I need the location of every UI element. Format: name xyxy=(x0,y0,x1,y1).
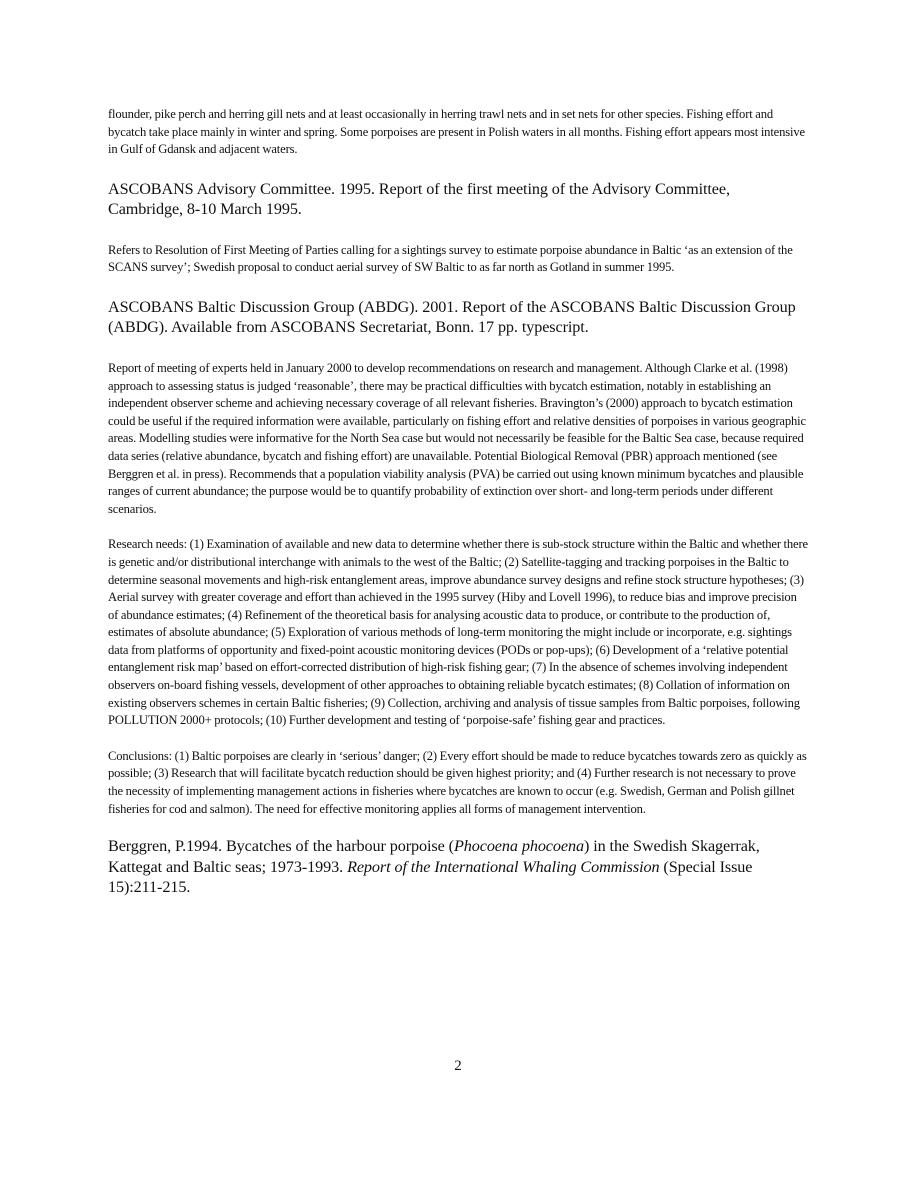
citation-tail: (Special Issue 15):211-215. xyxy=(108,857,753,897)
journal-title: Report of the International Whaling Commission xyxy=(347,857,660,876)
research-needs-paragraph: Research needs: (1) Examination of available and new data to determine whether there is sub-stock structure within the Baltic and whether there is genetic and/or distributional interchange with animals to the west of the Baltic; (2) Satellite-tagging and tracking porpoises in the Baltic to determine seasonal movements and high-risk entanglement areas, improve abundance survey designs and refine stock structure hypotheses; (3) Aerial survey with greater coverage and effort than achieved in the 1995 survey (Hiby and Lovell 1996), to reduce bias and improve precision of abundance estimates; (4) Refinement of the theoretical basis for analysing acoustic data to produce, or contribute to the production of, estimates of absolute abundance; (5) Exploration of various methods of long-term monitoring the might include or incorporate, e.g. sightings data from platforms of opportunity and fixed-point acoustic monitoring devices (PODs or pop-ups); (6) Development of a ‘relative potential entanglement risk map’ based on effort-corrected distribution of high-risk fishing gear; (7) In the absence of schemes involving independent observers on-board fishing vessels, development of other approaches to obtaining reliable bycatch estimates; (8) Collation of information on existing observers schemes in certain Baltic fisheries; (9) Collection, archiving and analysis of tissue samples from Baltic porpoises, following POLLUTION 2000+ protocols; (10) Further development and testing of ‘porpoise-safe’ fishing gear and practices. xyxy=(108,537,808,728)
reference-citation-berggren-1994 xyxy=(108,836,808,898)
document-page xyxy=(108,106,808,898)
reference-summary: Report of meeting of experts held in January 2000 to develop recommendations on research and management. Although Clarke et al. (1998) approach to assessing status is judged ‘reasonable’, there may be practical difficulties with bycatch estimation, notably in establishing an independent observer scheme and achieving necessary coverage of all relevant fisheries. Bravington’s (2000) approach to bycatch estimation could be useful if the required information were available, particularly on fishing effort and relative densities of porpoises in various geographic areas. Modelling studies were informative for the North Sea case but would not necessarily be feasible for the Baltic Sea case, because required data series (relative abundance, bycatch and fishing effort) are unavailable. Potential Biological Removal (PBR) approach mentioned (see Berggren et al. in press). Recommends that a population viability analysis (PVA) be carried out using known minimum bycatches and plausible ranges of current abundance; the purpose would be to quantify probability of extinction over short- and long-term periods under different scenarios. xyxy=(108,360,806,516)
citation-lead: Berggren, P.1994. Bycatches of the harbour porpoise ( xyxy=(108,837,454,856)
conclusions-paragraph: Conclusions: (1) Baltic porpoises are clearly in ‘serious’ danger; (2) Every effort should be made to reduce bycatches towards zero as quickly as possible; (3) Research that will facilitate bycatch reduction should be given highest priority; and (4) Further research is not necessary to prove the necessity of implementing management actions in fisheries where bycatches are known to occur (e.g. Swedish, German and Polish gillnet fisheries for cod and salmon). The need for effective monitoring applies all forms of management intervention. xyxy=(108,748,807,816)
species-name: Phocoena phocoena xyxy=(453,837,584,856)
reference-citation-ascobans-advisory-1995: ASCOBANS Advisory Committee. 1995. Report of the first meeting of the Advisory Committee, Cambridge, 8-10 March 1995. xyxy=(108,179,730,219)
page-number: 2 xyxy=(454,1058,462,1074)
reference-citation-abdg-2001: ASCOBANS Baltic Discussion Group (ABDG). 2001. Report of the ASCOBANS Baltic Discussion Group (ABDG). Available from ASCOBANS Secretariat, Bonn. 17 pp. typescript. xyxy=(108,297,796,337)
reference-summary: Refers to Resolution of First Meeting of Parties calling for a sightings survey to estimate porpoise abundance in Baltic ‘as an extension of the SCANS survey’; Swedish proposal to conduct aerial survey of SW Baltic to as far north as Gotland in summer 1995. xyxy=(108,242,793,275)
citation-middle: ) in the Swedish Skagerrak, Kattegat and Baltic seas; 1973-1993. xyxy=(108,837,760,876)
continued-paragraph: flounder, pike perch and herring gill nets and at least occasionally in herring trawl nets and in set nets for other species. Fishing effort and bycatch take place mainly in winter and spring. Some porpoises are present in Polish waters in all months. Fishing effort appears most intensive in Gulf of Gdansk and adjacent waters. xyxy=(108,107,805,157)
